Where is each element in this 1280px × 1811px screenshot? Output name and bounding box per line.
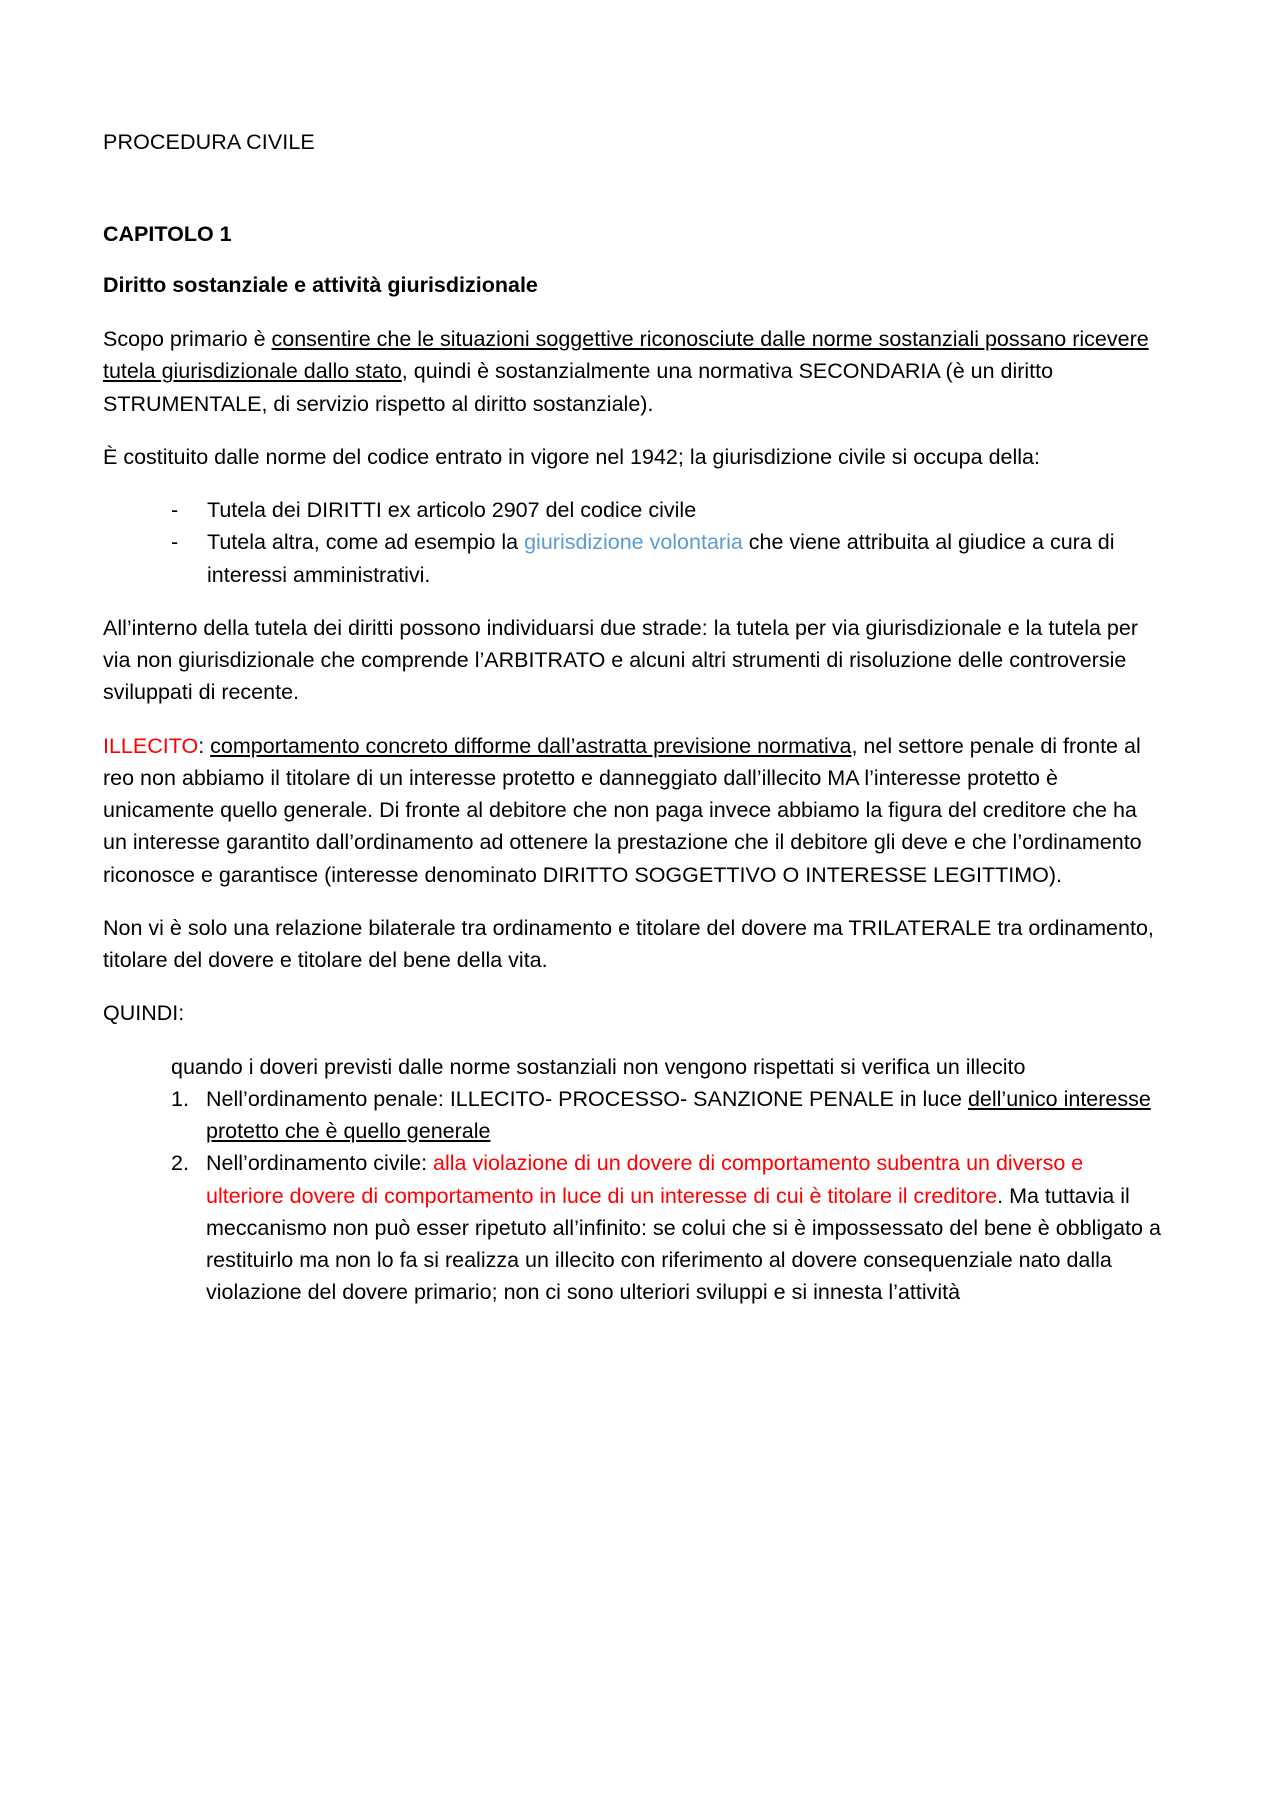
- paragraph-illecito: [103, 730, 1162, 891]
- paragraph-tail-text: , quindi è sostanzialmente una normativa SECONDARIA (è un diritto STRUMENTALE, di servizio rispetto al diritto sostanziale).: [103, 359, 1054, 416]
- paragraph-quindi: QUINDI:: [103, 1001, 185, 1026]
- list-item: [171, 494, 1162, 526]
- list-item-lead: Nell’ordinamento civile:: [206, 1151, 434, 1176]
- paragraph-codice-1942: È costituito dalle norme del codice entrato in vigore nel 1942; la giurisdizione civile si occupa della:: [103, 444, 1040, 469]
- list-item-highlight: giurisdizione volontaria: [524, 530, 743, 555]
- list-item-tail: . Ma tuttavia il meccanismo non può esser ripetuto all’infinito: se colui che si è impossessato del bene è obbligato a restituirlo ma non lo fa si realizza un illecito con riferimento al dovere consequenziale nato dalla violazione del dovere primario; non ci sono ulteriori sviluppi e si innesta l’attività: [206, 1183, 1161, 1305]
- numbered-list: [171, 1083, 1162, 1309]
- illecito-colon: :: [198, 733, 211, 758]
- illecito-term: ILLECITO: [103, 733, 199, 758]
- list-item-lead: Nell’ordinamento penale: ILLECITO- PROCESSO- SANZIONE PENALE in luce: [206, 1086, 968, 1111]
- quindi-block: [103, 1051, 1162, 1309]
- paragraph-lead-text: Scopo primario è: [103, 327, 272, 352]
- paragraph-scopo-primario: [103, 323, 1162, 420]
- paragraph-due-strade: All’interno della tutela dei diritti possono individuarsi due strade: la tutela per via giurisdizionale e la tutela per via non giurisdizionale che comprende l’ARBITRATO e alcuni altri strumenti di risoluzione delle controversie sviluppati di recente.: [103, 615, 1138, 705]
- chapter-heading: CAPITOLO 1: [103, 222, 232, 247]
- list-item-underlined: dell’unico interesse protetto che è quello generale: [206, 1086, 1151, 1144]
- list-item-red: alla violazione di un dovere di comportamento subentra un diverso e ulteriore dovere di comportamento in luce di un interesse di cui è titolare il creditore: [206, 1151, 1084, 1208]
- dash-bullet-list: [103, 494, 1162, 591]
- list-item-lead: Tutela altra, come ad esempio la: [207, 530, 525, 555]
- illecito-tail: , nel settore penale di fronte al reo non abbiamo il titolare di un interesse protetto e danneggiato dall’illecito MA l’interesse protetto è unicamente quello generale. Di fronte al debitore che non paga invece abbiamo la figura del creditore che ha un interesse garantito dall’ordinamento ad ottenere la prestazione che il debitore gli deve e che l’ordinamento riconosce e garantisce (interesse denominato DIRITTO SOGGETTIVO O INTERESSE LEGITTIMO).: [103, 733, 1142, 887]
- list-item-lead: Tutela dei DIRITTI ex articolo 2907 del codice civile: [207, 498, 697, 523]
- quindi-lead-text: quando i doveri previsti dalle norme sostanziali non vengono rispettati si verifica un illecito: [171, 1054, 1026, 1079]
- list-item: [171, 526, 1162, 591]
- paragraph-trilaterale: Non vi è solo una relazione bilaterale tra ordinamento e titolare del dovere ma TRILATERALE tra ordinamento, titolare del dovere e titolare del bene della vita.: [103, 915, 1154, 973]
- illecito-definition: comportamento concreto difforme dall’astratta previsione normativa: [210, 733, 852, 758]
- section-heading: Diritto sostanziale e attività giurisdizionale: [103, 272, 538, 297]
- list-item: [171, 1147, 1162, 1308]
- list-item: [171, 1083, 1162, 1148]
- underlined-definition: consentire che le situazioni soggettive riconosciute dalle norme sostanziali possano ricevere tutela giurisdizionale dallo stato: [103, 327, 1149, 384]
- list-item-tail: che viene attribuita al giudice a cura di interessi amministrativi.: [207, 530, 1115, 587]
- document-title: PROCEDURA CIVILE: [103, 130, 315, 154]
